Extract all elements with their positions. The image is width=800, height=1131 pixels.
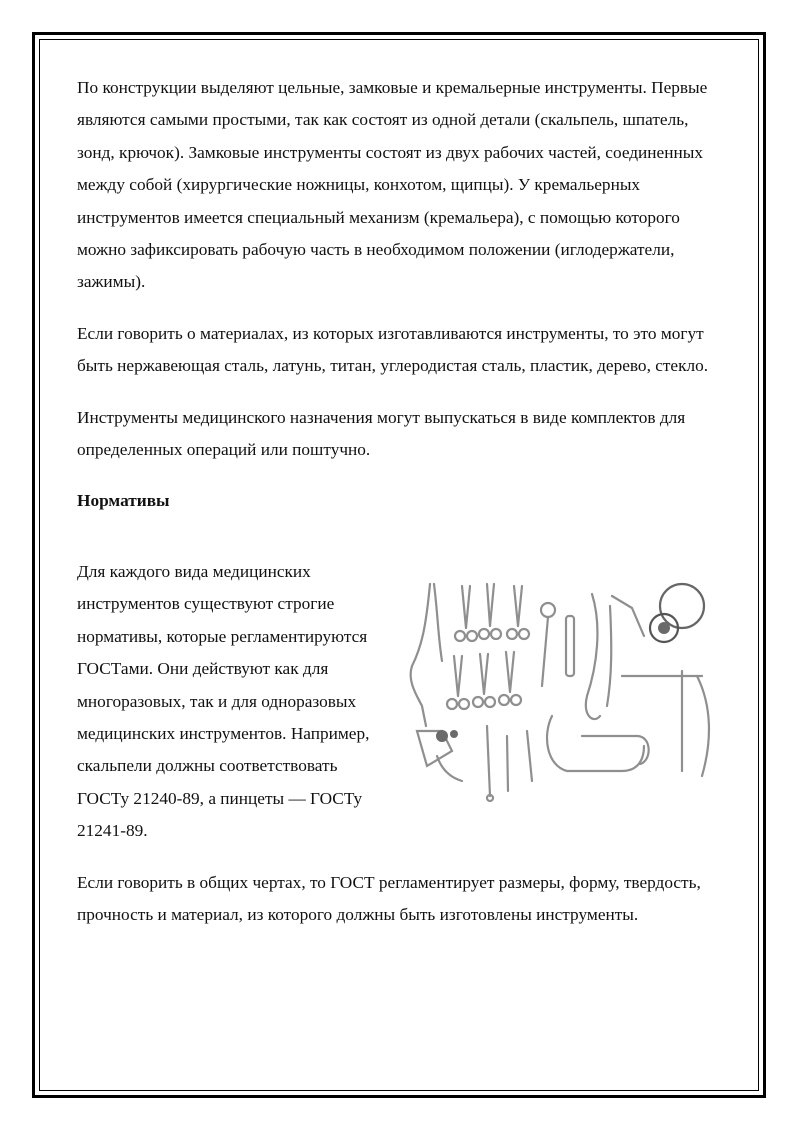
paragraph-materials: Если говорить о материалах, из которых изготавливаются инструменты, то это могут быть нержавеющая сталь, латунь, титан, углеродистая сталь, пластик, дерево, стекло. [77,323,709,376]
paragraph-gost-details: Если говорить в общих чертах, то ГОСТ регламентирует размеры, форму, твердость, прочность и материал, из которого должны быть изготовлены инструменты. [77,872,701,924]
paragraph-gost-norms: Для каждого вида медицинских инструментов существуют строгие нормативы, которые регламентируются ГОСТами. Они действуют как для многоразовых, так и для одноразовых медицинских инструментов. Например, скальпели должны соответствовать ГОСТу 21240-89, а пинцеты — ГОСТу 21241-89. [77,561,370,841]
surgical-instruments-icon [382,566,727,811]
document-body [77,72,727,950]
paragraph-kits: Инструменты медицинского назначения могут выпускаться в виде комплектов для определенных операций или поштучно. [77,407,686,460]
surgical-instruments-image [382,566,727,811]
paragraph-construction: По конструкции выделяют цельные, замковые и кремальерные инструменты. Первые являются самыми простыми, так как состоят из одной детали (скальпель, шпатель, зонд, крючок). Замковые инструменты состоят из двух рабочих частей, соединенных между собой (хирургические ножницы, конхотом, щипцы). У кремальерных инструментов имеется специальный механизм (кремальера), с помощью которого можно зафиксировать рабочую часть в необходимом положении (иглодержатели, зажимы). [77,78,708,292]
section-heading-norms: Нормативы [77,491,170,511]
norms-block [77,556,727,848]
